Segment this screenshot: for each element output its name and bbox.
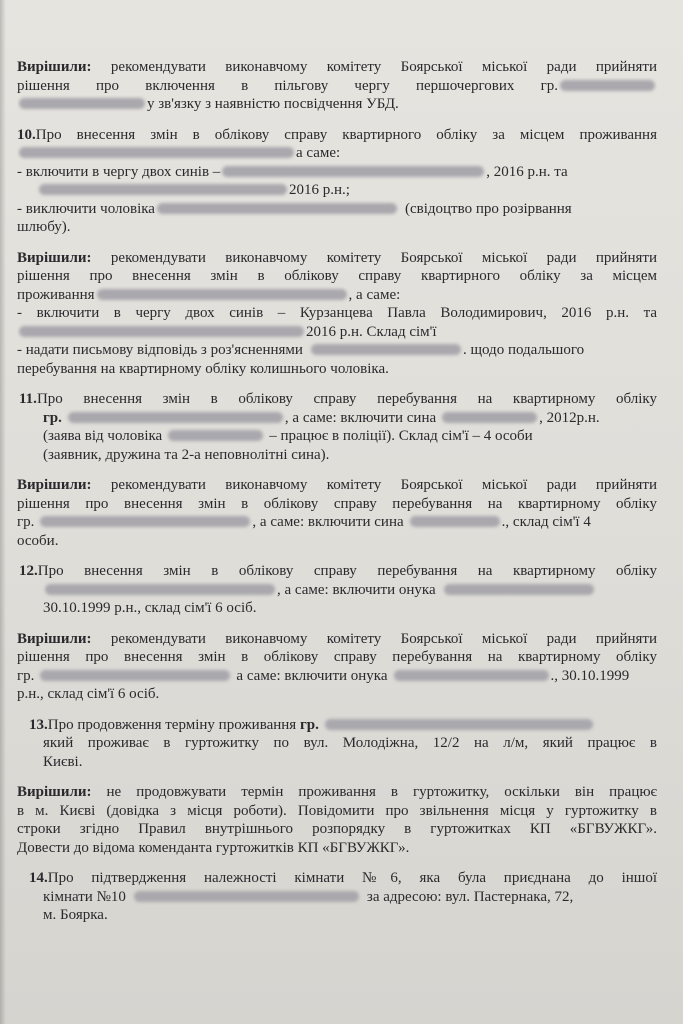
text-line: 2016 р.н.; <box>17 181 657 200</box>
text-line: 11.Про внесення змін в облікову справу перебування на квартирному обліку <box>19 391 657 407</box>
agenda-item-11 <box>17 390 657 464</box>
text-line: 10.Про внесення змін в облікову справу квартирного обліку за місцем проживання <box>17 126 657 143</box>
document-body <box>17 58 657 937</box>
redacted-name <box>442 412 537 423</box>
redacted-name <box>134 891 359 902</box>
text-line: р.н., склад сім'ї 6 осіб. <box>17 686 160 702</box>
text-line: , а саме: включити онука <box>17 581 657 600</box>
redacted-name <box>410 516 500 527</box>
text-line: гр. а саме: включити онука ., 30.10.1999 <box>17 667 630 684</box>
text-line: - надати письмову відповідь з роз'ясненнями . щодо подальшого <box>17 342 585 358</box>
text-line: який проживає в гуртожитку по вул. Молодіжна, 12/2 на л/м, який працює в <box>43 735 657 751</box>
text-line: Вирішили: рекомендувати виконавчому комітету Боярської міської ради прийняти <box>17 630 657 647</box>
text-line: строки згідно Правил внутрішнього розпорядку в гуртожитках КП «БГВУЖКГ». <box>17 821 657 837</box>
agenda-item-13 <box>17 716 657 772</box>
decision-block <box>17 58 657 114</box>
text-line: Києві. <box>43 753 83 770</box>
text-line: проживання , а саме: <box>17 286 401 303</box>
text-line: Довести до відома коменданта гуртожитків КП «БГВУЖКГ». <box>17 839 410 856</box>
text-line: кімнати №10 за адресою: вул. Пастернака, 72, <box>43 888 574 905</box>
redacted-name <box>68 412 283 423</box>
redacted-name <box>560 80 655 91</box>
text-line: гр. , а саме: включити сина , 2012р.н. <box>43 409 600 426</box>
redacted-name <box>311 344 461 355</box>
text-line: (заявник, дружина та 2-а неповнолітні сина). <box>43 446 330 463</box>
text-line: Вирішили: рекомендувати виконавчому комітету Боярської міської ради прийняти <box>17 249 657 266</box>
redacted-name <box>45 584 275 595</box>
text-line: 13.Про продовження терміну проживання гр. <box>17 716 657 735</box>
decision-block <box>17 630 657 704</box>
text-line: перебування на квартирному обліку колишнього чоловіка. <box>17 360 389 377</box>
redacted-address <box>97 289 347 300</box>
text-line: 30.10.1999 р.н., склад сім'ї 6 осіб. <box>43 600 257 616</box>
redacted-name <box>19 326 304 337</box>
text-line: рішення про включення в пільгову чергу першочергових гр. <box>17 77 657 96</box>
redacted-name <box>40 516 250 527</box>
agenda-item-12 <box>17 562 657 618</box>
decision-block <box>17 783 657 857</box>
text-line: Вирішили: рекомендувати виконавчому комітету Боярської міської ради прийняти <box>17 477 657 493</box>
agenda-item-10 <box>17 126 657 237</box>
redacted-name <box>444 584 594 595</box>
redacted-name <box>168 430 263 441</box>
text-line: Вирішили: рекомендувати виконавчому комітету Боярської міської ради прийняти <box>17 59 657 75</box>
text-line: рішення про внесення змін в облікову справу квартирного обліку за місцем <box>17 268 657 284</box>
text-line: особи. <box>17 532 59 549</box>
redacted-name <box>40 670 230 681</box>
redacted-name <box>394 670 549 681</box>
text-line: - включити в чергу двох синів – , 2016 р.н. та <box>17 163 568 180</box>
text-line: 12.Про внесення змін в облікову справу перебування на квартирному обліку <box>19 563 657 579</box>
text-line: Вирішили: не продовжувати термін проживання в гуртожитку, оскільки він працює <box>17 784 657 800</box>
text-line: м. Боярка. <box>43 907 108 923</box>
text-line: 14.Про підтвердження належності кімнати №6, яка була приєднана до іншої <box>29 870 657 886</box>
text-line: гр. , а саме: включити сина ., склад сім'ї 4 <box>17 514 591 530</box>
text-line: в м. Києві (довідка з місця роботи). Повідомити про звільнення місця у гуртожитку в <box>17 802 657 819</box>
text-line: 2016 р.н. Склад сім'ї <box>17 323 657 342</box>
text-line: рішення про внесення змін в облікову справу перебування на квартирному обліку <box>17 649 657 665</box>
redacted-name <box>222 166 484 177</box>
redacted-name <box>39 184 287 195</box>
page-shadow <box>0 0 6 1024</box>
decision-block <box>17 249 657 379</box>
text-line: шлюбу). <box>17 219 71 235</box>
redacted-name <box>19 98 145 109</box>
text-line: рішення про внесення змін в облікову справу перебування на квартирному обліку <box>17 495 657 512</box>
text-line: (заява від чоловіка – працює в поліції). Склад сім'ї – 4 особи <box>43 428 533 444</box>
redacted-name <box>157 203 397 214</box>
text-line: - виключити чоловіка (свідоцтво про розірвання <box>17 200 572 217</box>
decision-block <box>17 476 657 550</box>
agenda-item-14 <box>17 869 657 925</box>
text-line: у зв'язку з наявністю посвідчення УБД. <box>17 95 657 114</box>
redacted-name <box>19 147 294 158</box>
redacted-name <box>325 719 593 730</box>
text-line: - включити в чергу двох синів – Курзанцева Павла Володимирович, 2016 р.н. та <box>17 305 657 321</box>
text-line: а саме: <box>17 144 657 163</box>
